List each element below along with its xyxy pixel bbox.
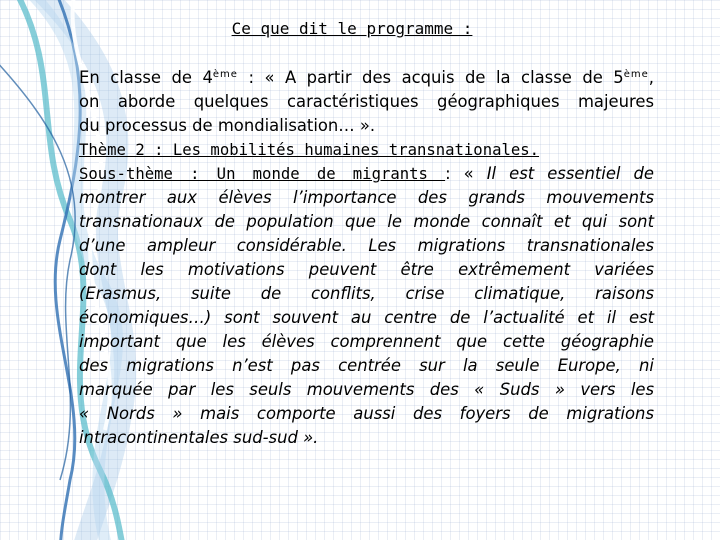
sous-theme-line: Sous-thème : Un monde de migrants : « Il est essentiel de	[79, 164, 654, 183]
quote-line: montrer aux élèves l’importance des grands mouvements	[79, 188, 654, 207]
quote-line: économiques…) sont souvent au centre de l’actualité et il est	[79, 308, 654, 327]
intro-line-3: du processus de mondialisation… ».	[79, 116, 376, 135]
page-title: Ce que dit le programme :	[231, 19, 473, 38]
intro-line-2: on aborde quelques caractéristiques géographiques majeures	[79, 92, 654, 111]
quote-line: « Nords » mais comporte aussi des foyers de migrations	[79, 404, 654, 423]
quote-line: (Erasmus, suite de conflits, crise climatique, raisons	[79, 284, 654, 303]
quote-line: dont les motivations peuvent être extrêmement variées	[79, 260, 654, 279]
theme-heading: Thème 2 : Les mobilités humaines transnationales.	[79, 141, 540, 159]
quote-line: transnationaux de population que le monde connaît et qui sont	[79, 212, 654, 231]
sous-theme-label: Sous-thème : Un monde de migrants	[79, 165, 446, 183]
program-text	[79, 66, 654, 450]
quote-line: intracontinentales sud-sud ».	[79, 428, 319, 447]
intro-line-1: En classe de 4ème : « A partir des acquis de la classe de 5ème,	[79, 68, 654, 87]
quote-line: important que les élèves comprennent que cette géographie	[79, 332, 654, 351]
quote-line: des migrations n’est pas centrée sur la seule Europe, ni	[79, 356, 654, 375]
quote-line: d’une ampleur considérable. Les migrations transnationales	[79, 236, 654, 255]
quote-line: marquée par les seuls mouvements des « Suds » vers les	[79, 380, 654, 399]
